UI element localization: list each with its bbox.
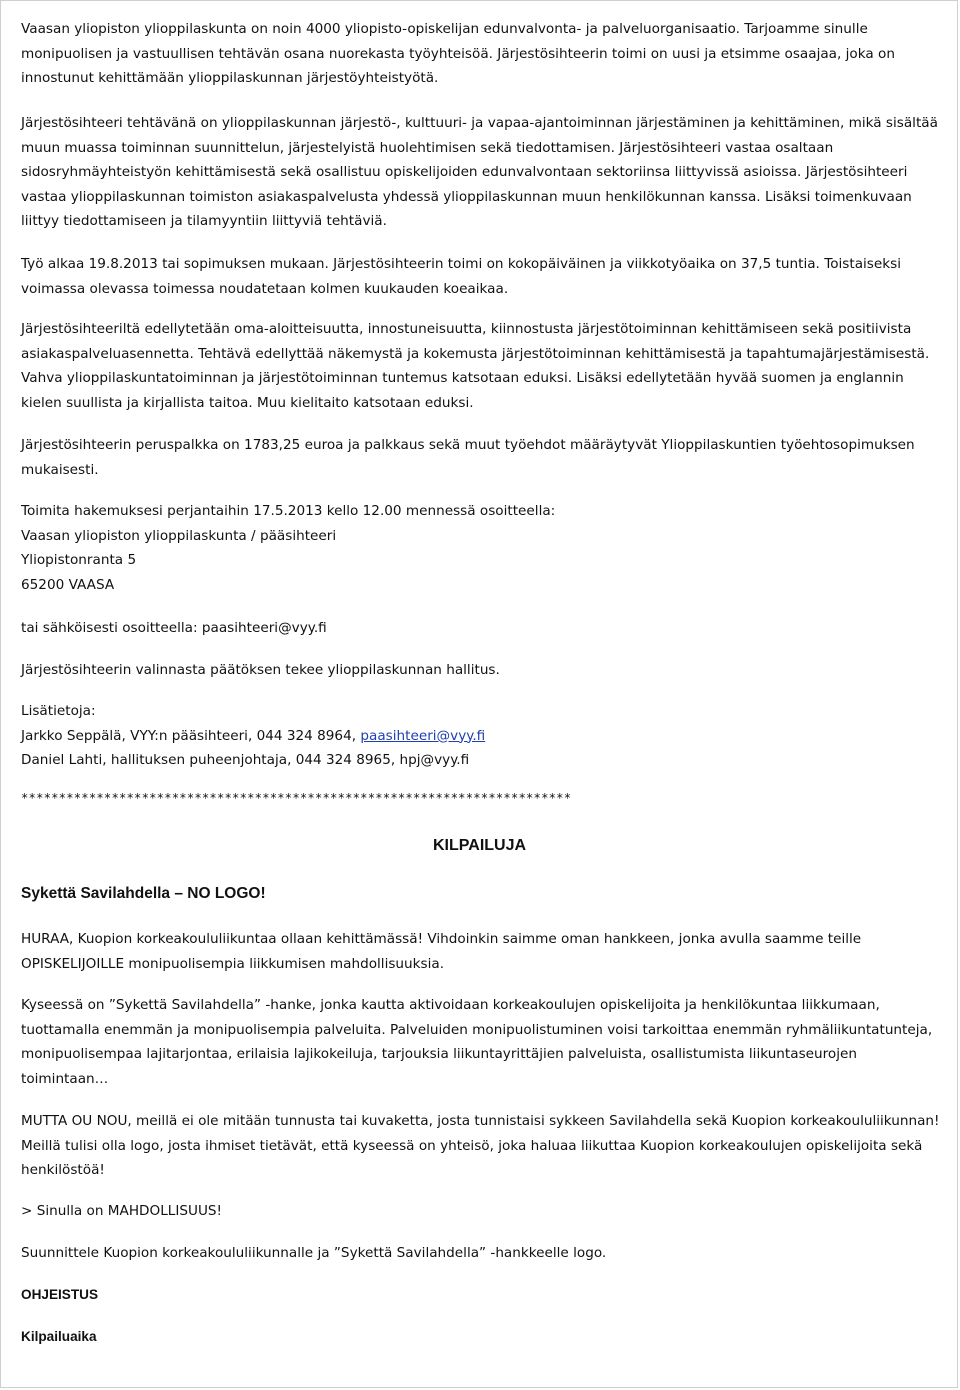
- intro-paragraph-1: Vaasan yliopiston ylioppilaskunta on noin 4000 yliopisto-opiskelijan edunvalvonta- ja palveluorganisaatio. Tarjoamme sinulle monipuolisen ja vastuullisen tehtävän osana nuorekasta työyhteisöä. Järjestösihteerin toimi on uusi ja etsimme osaajaa, joka on innostunut kehittämään ylioppilaskunnan järjestöyhteistyötä.: [21, 21, 895, 87]
- competition-paragraph-3: MUTTA OU NOU, meillä ei ole mitään tunnusta tai kuvaketta, josta tunnistaisi sykkeen Savilahdella sekä Kuopion korkeakoululiikunnan! Meillä tulisi olla logo, josta ihmiset tietävät, että kyseessä on yhteisö, joka haluaa liikuttaa Kuopion korkeakoulujen opiskelijoita sekä henkilöstöä!: [21, 1113, 940, 1179]
- separator-line: *************************************************************************: [21, 791, 572, 805]
- competition-title: Sykettä Savilahdella – NO LOGO!: [21, 885, 266, 902]
- contact-1: [21, 724, 941, 749]
- employment-terms-paragraph: Työ alkaa 19.8.2013 tai sopimuksen mukaan. Järjestösihteerin toimi on kokopäiväinen ja viikkotyöaika on 37,5 tuntia. Toistaiseksi voimassa olevassa toimessa noudatetaan kolmen kuukauden koeaikaa.: [21, 256, 901, 297]
- instructions-heading: OHJEISTUS: [21, 1287, 99, 1302]
- application-address: [21, 499, 941, 597]
- competition-paragraph-5: Suunnittele Kuopion korkeakoululiikunnalle ja ”Sykettä Savilahdella” -hankkeelle logo.: [21, 1245, 607, 1261]
- address-organization: Vaasan yliopiston ylioppilaskunta / pääsihteeri: [21, 527, 337, 544]
- contact-1-text: Jarkko Seppälä, VYY:n pääsihteeri, 044 324 8964,: [21, 727, 361, 744]
- decision-line: Järjestösihteerin valinnasta päätöksen tekee ylioppilaskunnan hallitus.: [21, 662, 500, 678]
- competitions-heading: KILPAILUJA: [433, 837, 527, 854]
- contact-1-email-link[interactable]: paasihteeri@vyy.fi: [360, 727, 486, 744]
- timeframe-heading: Kilpailuaika: [21, 1329, 97, 1344]
- salary-paragraph: Järjestösihteerin peruspalkka on 1783,25 euroa ja palkkaus sekä muut työehdot määräytyvät Ylioppilaskuntien työehtosopimuksen mukaisesti.: [21, 437, 915, 478]
- apply-instruction: Toimita hakemuksesi perjantaihin 17.5.2013 kello 12.00 mennessä osoitteella:: [21, 503, 556, 519]
- email-application-line: tai sähköisesti osoitteella: paasihteeri@vyy.fi: [21, 620, 327, 636]
- competition-paragraph-1: HURAA, Kuopion korkeakoululiikuntaa ollaan kehittämässä! Vihdoinkin saimme oman hankkeen, jonka avulla saamme teille OPISKELIJOILLE monipuolisempia liikkumisen mahdollisuuksia.: [21, 931, 862, 972]
- address-postal: 65200 VAASA: [21, 576, 115, 593]
- requirements-paragraph: Järjestösihteeriltä edellytetään oma-aloitteisuutta, innostuneisuutta, kiinnostusta järjestötoiminnan kehittämiseen sekä positiivista asiakaspalveluasennetta. Tehtävä edellyttää näkemystä ja kokemusta järjestötoiminnan kehittämisestä ja tapahtumajärjestämisestä. Vahva ylioppilaskuntatoiminnan ja järjestötoiminnan tuntemus katsotaan eduksi. Lisäksi edellytetään hyvää suomen ja englannin kielen suullista ja kirjallista taitoa. Muu kielitaito katsotaan eduksi.: [21, 321, 930, 411]
- contact-info: [21, 699, 941, 773]
- competition-paragraph-2: Kyseessä on ”Sykettä Savilahdella” -hanke, jonka kautta aktivoidaan korkeakoulujen opiskelijoita ja henkilökuntaa liikkumaan, tuottamalla enemmän ja monipuolisempia palveluita. Palveluiden monipuolistuminen voisi tarkoittaa enemmän ryhmäliikuntatunteja, monipuolisempaa lajitarjontaa, erilaisia lajikokeiluja, tarjouksia liikuntayrittäjien palveluista, osallistumista liikuntaseurojen toimintaan…: [21, 997, 933, 1087]
- competition-paragraph-4: > Sinulla on MAHDOLLISUUS!: [21, 1203, 222, 1219]
- contact-2: Daniel Lahti, hallituksen puheenjohtaja, 044 324 8965, hpj@vyy.fi: [21, 752, 470, 769]
- info-label: Lisätietoja:: [21, 703, 96, 719]
- address-street: Yliopistonranta 5: [21, 552, 137, 569]
- duties-paragraph: Järjestösihteeri tehtävänä on ylioppilaskunnan järjestö-, kulttuuri- ja vapaa-ajantoiminnan järjestäminen ja kehittäminen, mikä sisältää muun muassa toiminnan suunnittelun, järjestelyistä huolehtimisen sekä tiedottamisen. Järjestösihteeri vastaa osaltaan sidosryhmäyhteistyön kehittämisestä sekä osallistuu opiskelijoiden edunvalvontaan sektoriinsa liittyvissä asioissa. Järjestösihteeri vastaa ylioppilaskunnan toimiston asiakaspalvelusta yhdessä ylioppilaskunnan muun henkilökunnan kanssa. Lisäksi toimenkuvaan liittyy tiedottamiseen ja tilamyyntiin liittyviä tehtäviä.: [21, 115, 938, 230]
